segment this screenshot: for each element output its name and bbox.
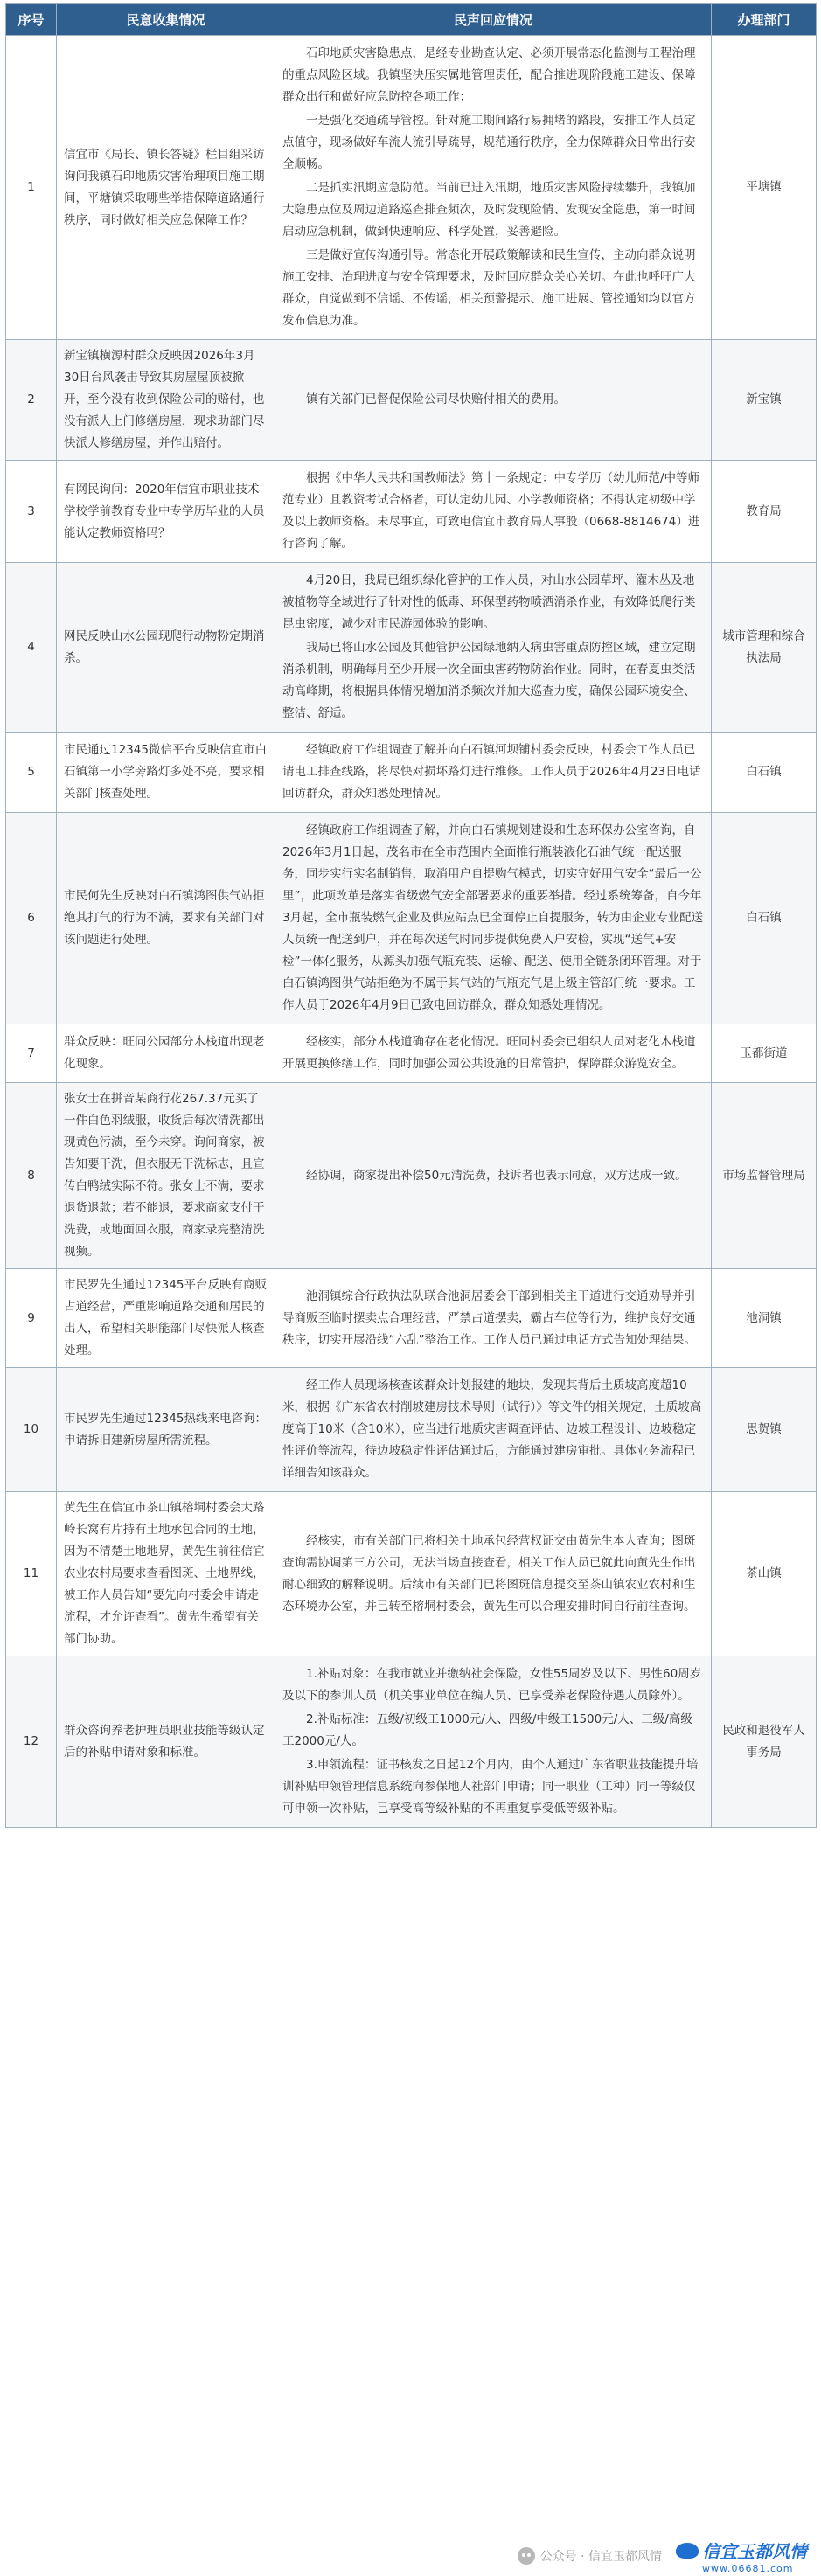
header-reply: 民声回应情况	[275, 4, 712, 36]
reply-cell	[275, 1656, 712, 1828]
row-number: 7	[6, 1024, 57, 1083]
department: 茶山镇	[712, 1492, 817, 1656]
table-row	[6, 1492, 817, 1656]
reply-cell	[275, 563, 712, 733]
table-row	[6, 36, 817, 340]
opinion-text: 群众咨询养老护理员职业技能等级认定后的补贴申请对象和标准。	[57, 1656, 275, 1828]
wechat-account	[518, 2547, 662, 2565]
table-row	[6, 1368, 817, 1492]
table-row	[6, 733, 817, 813]
opinion-text: 张女士在拼音某商行花267.37元买了一件白色羽绒服，收货后每次清洗都出现黄色污渍，至今未穿。询问商家，被告知要干洗，但衣服无干洗标志，且宣传白鸭绒实际不符。张女士不满，要求退货退款；若不能退，要求商家支付干洗费，或地面回衣服，商家录亮整清洗视频。	[57, 1083, 275, 1269]
logo-name: 信宜玉都风情	[702, 2541, 807, 2562]
table-header-row	[6, 4, 817, 36]
reply-cell	[275, 1492, 712, 1656]
opinion-text: 市民罗先生通过12345热线来电咨询：申请拆旧建新房屋所需流程。	[57, 1368, 275, 1492]
reply-cell	[275, 340, 712, 461]
reply-paragraph: 二是抓实汛期应急防范。当前已进入汛期，地质灾害风险持续攀升，我镇加大隐患点位及周边道路巡查排查频次，及时发现险情、发现安全隐患，第一时间启动应急机制，做到快速响应、科学处置，妥善避险。	[282, 181, 696, 239]
table-row	[6, 1656, 817, 1828]
reply-cell	[275, 461, 712, 563]
department: 白石镇	[712, 813, 817, 1024]
department: 思贺镇	[712, 1368, 817, 1492]
department: 市场监督管理局	[712, 1083, 817, 1269]
table-row	[6, 1024, 817, 1083]
reply-paragraph: 4月20日，我局已组织绿化管护的工作人员，对山水公园草坪、灌木丛及地被植物等全域进行了针对性的低毒、环保型药物喷洒消杀作业，有效降低爬行类昆虫密度，减少对市民游园体验的影响。	[282, 573, 696, 631]
reply-paragraph: 1.补贴对象：在我市就业并缴纳社会保险，女性55周岁及以下、男性60周岁及以下的参训人员（机关事业单位在编人员、已享受养老保险待遇人员除外）。	[282, 1667, 702, 1703]
reply-paragraph: 根据《中华人民共和国教师法》第十一条规定：中专学历（幼儿师范/中等师范专业）且教资考试合格者，可认定幼儿园、小学教师资格；不得认定初级中学及以上教师资格。未尽事宜，可致电信宜市教育局人事股（0668-8814674）进行咨询了解。	[282, 471, 700, 551]
department: 教育局	[712, 461, 817, 563]
table-row	[6, 563, 817, 733]
row-number: 9	[6, 1269, 57, 1368]
wechat-icon	[518, 2547, 535, 2565]
reply-paragraph: 经工作人员现场核查该群众计划报建的地块，发现其背后土质坡高度超10米，根据《广东省农村削坡建房技术导则（试行）》等文件的相关规定，土质坡高度高于10米（含10米），应当进行地质灾害调查评估、边坡工程设计、边坡稳定性评价等流程，待边坡稳定性评估通过后，方能通过建房审批。具体业务流程已详细告知该群众。	[282, 1378, 702, 1480]
reply-paragraph: 3.申领流程：证书核发之日起12个月内，由个人通过广东省职业技能提升培训补贴申领管理信息系统向参保地人社部门申请；同一职业（工种）同一等级仅可申领一次补贴，已享受高等级补贴的不再重复享受低等级补贴。	[282, 1758, 699, 1816]
wechat-label: 公众号 · 信宜玉都风情	[539, 2550, 662, 2564]
row-number: 8	[6, 1083, 57, 1269]
reply-paragraph: 经镇政府工作组调查了解，并向白石镇规划建设和生态环保办公室咨询，自2026年3月1日起，茂名市在全市范围内全面推行瓶装液化石油气统一配送服务，同步实行实名制销售，取消用户自提购气模式，切实守好用气安全“最后一公里”，此项改革是落实省级燃气安全部署要求的重要举措。经过系统筹备，自今年3月起，全市瓶装燃气企业及供应站点已全面停止自提服务，转为由企业专业配送人员统一配送到户，并在每次送气时同步提供免费入户安检，实现“送气+安检”一体化服务，从源头加强气瓶充装、运输、配送、使用全链条闭环管理。对于白石镇鸿图供气站拒绝为不属于其气站的气瓶充气是上级主管部门统一要求。工作人员于2026年4月9日已致电回访群众，群众知悉处理情况。	[282, 823, 704, 1012]
reply-paragraph: 经协调，商家提出补偿50元清洗费，投诉者也表示同意，双方达成一致。	[306, 1168, 687, 1183]
reply-paragraph: 经核实，部分木栈道确存在老化情况。旺同村委会已组织人员对老化木栈道开展更换修缮工作，同时加强公园公共设施的日常管护，保障群众游览安全。	[282, 1035, 696, 1071]
table-row	[6, 340, 817, 461]
reply-paragraph: 石印地质灾害隐患点，是经专业勘查认定、必须开展常态化监测与工程治理的重点风险区域。我镇坚决压实属地管理责任，配合推进现阶段施工建设、保障群众出行和做好应急防控各项工作：	[282, 46, 696, 104]
department: 玉都街道	[712, 1024, 817, 1083]
table-row	[6, 461, 817, 563]
footer-watermark	[0, 2536, 821, 2576]
header-dept: 办理部门	[712, 4, 817, 36]
reply-paragraph: 经镇政府工作组调查了解并向白石镇河坝铺村委会反映，村委会工作人员已请电工排查线路，将尽快对损坏路灯进行维修。工作人员于2026年4月23日电话回访群众，群众知悉处理情况。	[282, 743, 701, 801]
reply-paragraph: 镇有关部门已督促保险公司尽快赔付相关的费用。	[306, 392, 566, 406]
reply-paragraph: 池洞镇综合行政执法队联合池洞居委会干部到相关主干道进行交通劝导并引导商贩至临时摆卖点合理经营，严禁占道摆卖，霸占车位等行为，维护良好交通秩序，切实开展沿线“六乱”整治工作。工作人员已通过电话方式告知处理结果。	[282, 1288, 696, 1347]
reply-paragraph: 三是做好宣传沟通引导。常态化开展政策解读和民生宣传，主动向群众说明施工安排、治理进度与安全管理要求，及时回应群众关心关切。在此也呼吁广大群众，自觉做到不信谣、不传谣，相关预警提示、施工进展、管控通知均以官方发布信息为准。	[282, 248, 696, 328]
row-number: 5	[6, 733, 57, 813]
fish-logo-icon	[676, 2543, 699, 2559]
site-logo	[676, 2538, 807, 2574]
opinion-text: 市民通过12345微信平台反映信宜市白石镇第一小学旁路灯多处不亮，要求相关部门核查处理。	[57, 733, 275, 813]
row-number: 4	[6, 563, 57, 733]
department: 城市管理和综合执法局	[712, 563, 817, 733]
row-number: 12	[6, 1656, 57, 1828]
header-issue: 民意收集情况	[57, 4, 275, 36]
row-number: 10	[6, 1368, 57, 1492]
reply-cell	[275, 1024, 712, 1083]
public-opinion-table	[5, 3, 817, 1828]
row-number: 2	[6, 340, 57, 461]
reply-paragraph: 经核实，市有关部门已将相关土地承包经营权证交由黄先生本人查询；图斑查询需协调第三方公司，无法当场直接查看，相关工作人员已就此向黄先生作出耐心细致的解释说明。后续市有关部门已将图斑信息提交至茶山镇农业农村和生态环境办公室，并已转至榕垌村委会，黄先生可以合理安排时间自行前往查询。	[282, 1533, 696, 1614]
table-row	[6, 1083, 817, 1269]
reply-paragraph: 我局已将山水公园及其他管护公园绿地纳入病虫害重点防控区域，建立定期消杀机制，明确每月至少开展一次全面虫害药物防治作业。同时，在春夏虫类活动高峰期，将根据具体情况增加消杀频次并加大巡查力度，确保公园环境安全、整洁、舒适。	[282, 641, 696, 720]
reply-paragraph: 2.补贴标准：五级/初级工1000元/人、四级/中级工1500元/人、三级/高级工2000元/人。	[282, 1712, 692, 1748]
table-row	[6, 1269, 817, 1368]
department: 池洞镇	[712, 1269, 817, 1368]
reply-cell	[275, 1368, 712, 1492]
row-number: 6	[6, 813, 57, 1024]
reply-cell	[275, 1083, 712, 1269]
table-body	[6, 36, 817, 1828]
row-number: 11	[6, 1492, 57, 1656]
department: 白石镇	[712, 733, 817, 813]
row-number: 1	[6, 36, 57, 340]
opinion-text: 信宜市《局长、镇长答疑》栏目组采访询问我镇石印地质灾害治理项目施工期间，平塘镇采取哪些举措保障道路通行秩序，同时做好相关应急保障工作？	[57, 36, 275, 340]
reply-paragraph: 一是强化交通疏导管控。针对施工期间路行易拥堵的路段，安排工作人员定点值守，现场做好车流人流引导疏导，规范通行秩序，全力保障群众日常出行安全顺畅。	[282, 114, 696, 171]
opinion-text: 黄先生在信宜市茶山镇榕垌村委会大路岭长窝有片持有土地承包合同的土地，因为不清楚土地地界，黄先生前往信宜农业农村局要求查看图斑、土地界线，被工作人员告知“要先向村委会申请走流程，才允许查看”。黄先生希望有关部门协助。	[57, 1492, 275, 1656]
row-number: 3	[6, 461, 57, 563]
opinion-text: 市民何先生反映对白石镇鸿图供气站拒绝其打气的行为不满，要求有关部门对该问题进行处理。	[57, 813, 275, 1024]
reply-cell	[275, 733, 712, 813]
opinion-text: 市民罗先生通过12345平台反映有商贩占道经营，严重影响道路交通和居民的出入，希望相关职能部门尽快派人核查处理。	[57, 1269, 275, 1368]
reply-cell	[275, 813, 712, 1024]
logo-url: www.06681.com	[702, 2563, 794, 2574]
opinion-text: 群众反映：旺同公园部分木栈道出现老化现象。	[57, 1024, 275, 1083]
department: 平塘镇	[712, 36, 817, 340]
department: 民政和退役军人事务局	[712, 1656, 817, 1828]
table-row	[6, 813, 817, 1024]
opinion-text: 有网民询问：2020年信宜市职业技术学校学前教育专业中专学历毕业的人员能认定教师资格吗？	[57, 461, 275, 563]
reply-cell	[275, 36, 712, 340]
header-no: 序号	[6, 4, 57, 36]
opinion-text: 网民反映山水公园现爬行动物粉定期消杀。	[57, 563, 275, 733]
department: 新宝镇	[712, 340, 817, 461]
reply-cell	[275, 1269, 712, 1368]
opinion-text: 新宝镇横源村群众反映因2026年3月30日台风袭击导致其房屋屋顶被掀开，至今没有收到保险公司的赔付，也没有派人上门修缮房屋，现求助部门尽快派人修缮房屋，并作出赔付。	[57, 340, 275, 461]
